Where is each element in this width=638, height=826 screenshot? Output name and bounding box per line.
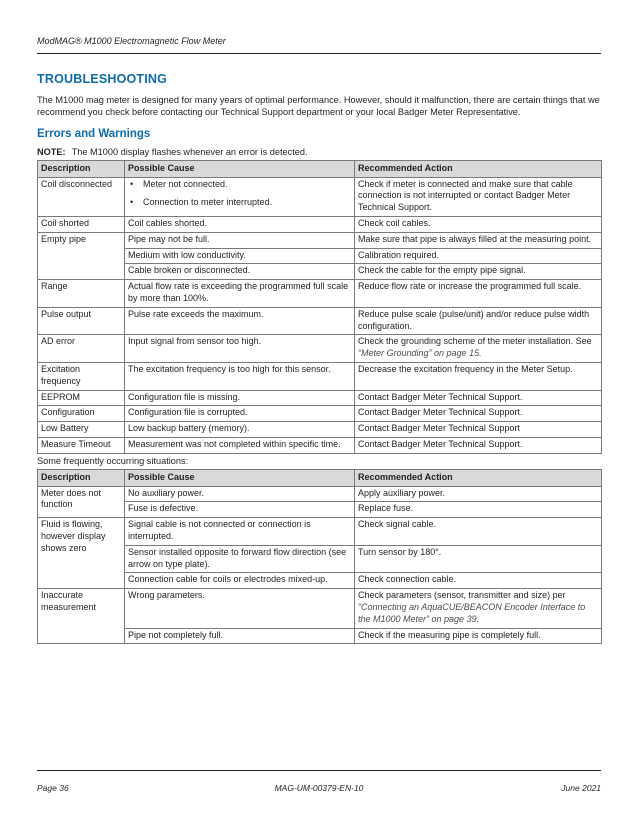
page-number: Page 36 — [37, 783, 69, 793]
row-cause — [125, 177, 355, 216]
column-header-action: Recommended Action — [355, 160, 602, 177]
column-header-cause: Possible Cause — [125, 469, 355, 486]
note-text: The M1000 display flashes whenever an error is detected. — [71, 146, 308, 157]
errors-table — [37, 160, 602, 454]
row-description: Measure Timeout — [38, 437, 125, 453]
cross-reference-link[interactable]: “Connecting an AquaCUE/BEACON Encoder Interface to the M1000 Meter” on page 39. — [358, 601, 586, 624]
row-action: Check the cable for the empty pipe signal. — [355, 264, 602, 280]
cause-list — [128, 179, 351, 210]
row-cause: Sensor installed opposite to forward flow direction (see arrow on type plate). — [125, 545, 355, 573]
row-description: EEPROM — [38, 390, 125, 406]
table-row — [38, 232, 602, 248]
row-action — [355, 589, 602, 628]
row-action: Contact Badger Meter Technical Support. — [355, 437, 602, 453]
row-cause: Pulse rate exceeds the maximum. — [125, 307, 355, 335]
table-row — [38, 518, 602, 546]
row-description: Empty pipe — [38, 232, 125, 279]
row-action — [355, 335, 602, 363]
column-header-cause: Possible Cause — [125, 160, 355, 177]
table-row — [38, 362, 602, 390]
situations-table — [37, 469, 602, 645]
row-cause: Configuration file is corrupted. — [125, 406, 355, 422]
table-row — [38, 177, 602, 216]
list-item — [128, 179, 351, 191]
row-action: Check if meter is connected and make sure that cable connection is not interrupted or contact Badger Meter Technical Support. — [355, 177, 602, 216]
row-cause: Pipe not completely full. — [125, 628, 355, 644]
table-row — [38, 422, 602, 438]
row-cause: Coil cables shorted. — [125, 217, 355, 233]
cross-reference-link[interactable]: “Meter Grounding” on page 15. — [358, 348, 482, 359]
row-cause: Cable broken or disconnected. — [125, 264, 355, 280]
row-cause: Fuse is defective. — [125, 502, 355, 518]
row-description: Fluid is flowing, however display shows zero — [38, 518, 125, 589]
row-action: Contact Badger Meter Technical Support. — [355, 406, 602, 422]
action-text: Check parameters (sensor, transmitter and size) per — [358, 590, 566, 601]
row-description: Pulse output — [38, 307, 125, 335]
situations-intro: Some frequently occurring situations: — [37, 455, 189, 466]
row-description: AD error — [38, 335, 125, 363]
row-action: Check signal cable. — [355, 518, 602, 546]
header-divider — [37, 53, 601, 54]
page-content — [37, 72, 601, 644]
row-cause: Low backup battery (memory). — [125, 422, 355, 438]
row-cause: Medium with low conductivity. — [125, 248, 355, 264]
column-header-description: Description — [38, 469, 125, 486]
row-description: Inaccurate measurement — [38, 589, 125, 644]
row-cause: Pipe may not be full. — [125, 232, 355, 248]
row-description: Range — [38, 280, 125, 308]
running-header: ModMAG® M1000 Electromagnetic Flow Meter — [37, 36, 226, 46]
table-row — [38, 335, 602, 363]
row-action: Turn sensor by 180°. — [355, 545, 602, 573]
cause-text: Connection to meter interrupted. — [143, 197, 273, 208]
row-cause: Measurement was not completed within specific time. — [125, 437, 355, 453]
list-item — [128, 197, 351, 209]
table-row — [38, 390, 602, 406]
table-row — [38, 307, 602, 335]
row-action: Contact Badger Meter Technical Support — [355, 422, 602, 438]
row-description: Coil disconnected — [38, 177, 125, 216]
row-action: Check if the measuring pipe is completely full. — [355, 628, 602, 644]
bullet-icon: • — [130, 178, 134, 189]
row-action: Make sure that pipe is always filled at the measuring point. — [355, 232, 602, 248]
row-cause: Wrong parameters. — [125, 589, 355, 628]
table-row — [38, 486, 602, 502]
row-description: Excitation frequency — [38, 362, 125, 390]
row-description: Coil shorted — [38, 217, 125, 233]
table-header-row — [38, 160, 602, 177]
table-row — [38, 217, 602, 233]
row-action: Replace fuse. — [355, 502, 602, 518]
action-text: Check the grounding scheme of the meter installation. See — [358, 336, 592, 347]
row-description: Low Battery — [38, 422, 125, 438]
column-header-action: Recommended Action — [355, 469, 602, 486]
row-description: Configuration — [38, 406, 125, 422]
note — [37, 146, 601, 158]
table-row — [38, 280, 602, 308]
note-label: NOTE: — [37, 146, 66, 157]
row-cause: Input signal from sensor too high. — [125, 335, 355, 363]
row-cause: Signal cable is not connected or connection is interrupted. — [125, 518, 355, 546]
row-action: Calibration required. — [355, 248, 602, 264]
row-cause: No auxiliary power. — [125, 486, 355, 502]
table-row — [38, 437, 602, 453]
row-action: Check coil cables. — [355, 217, 602, 233]
document-id: MAG-UM-00379-EN-10 — [274, 783, 364, 793]
row-cause: Actual flow rate is exceeding the programmed full scale by more than 100%. — [125, 280, 355, 308]
column-header-description: Description — [38, 160, 125, 177]
row-cause: Configuration file is missing. — [125, 390, 355, 406]
row-action: Check connection cable. — [355, 573, 602, 589]
subsection-title: Errors and Warnings — [37, 127, 151, 140]
row-action: Decrease the excitation frequency in the Meter Setup. — [355, 362, 602, 390]
row-cause: The excitation frequency is too high for this sensor. — [125, 362, 355, 390]
table-row — [38, 589, 602, 628]
document-date: June 2021 — [561, 783, 601, 793]
row-action: Reduce flow rate or increase the programmed full scale. — [355, 280, 602, 308]
row-action: Apply auxiliary power. — [355, 486, 602, 502]
cause-text: Meter not connected. — [143, 178, 228, 189]
row-action: Contact Badger Meter Technical Support. — [355, 390, 602, 406]
table-row — [38, 406, 602, 422]
section-title: TROUBLESHOOTING — [37, 72, 168, 86]
table-header-row — [38, 469, 602, 486]
row-cause: Connection cable for coils or electrodes mixed-up. — [125, 573, 355, 589]
footer-divider — [37, 770, 601, 771]
bullet-icon: • — [130, 197, 134, 208]
row-description: Meter does not function — [38, 486, 125, 518]
row-action: Reduce pulse scale (pulse/unit) and/or reduce pulse width configuration. — [355, 307, 602, 335]
intro-paragraph: The M1000 mag meter is designed for many years of optimal performance. However, should it malfunction, there are certain things that we recommend you check before contacting our Technical Support department or your local Badger Meter Representative. — [37, 95, 600, 118]
